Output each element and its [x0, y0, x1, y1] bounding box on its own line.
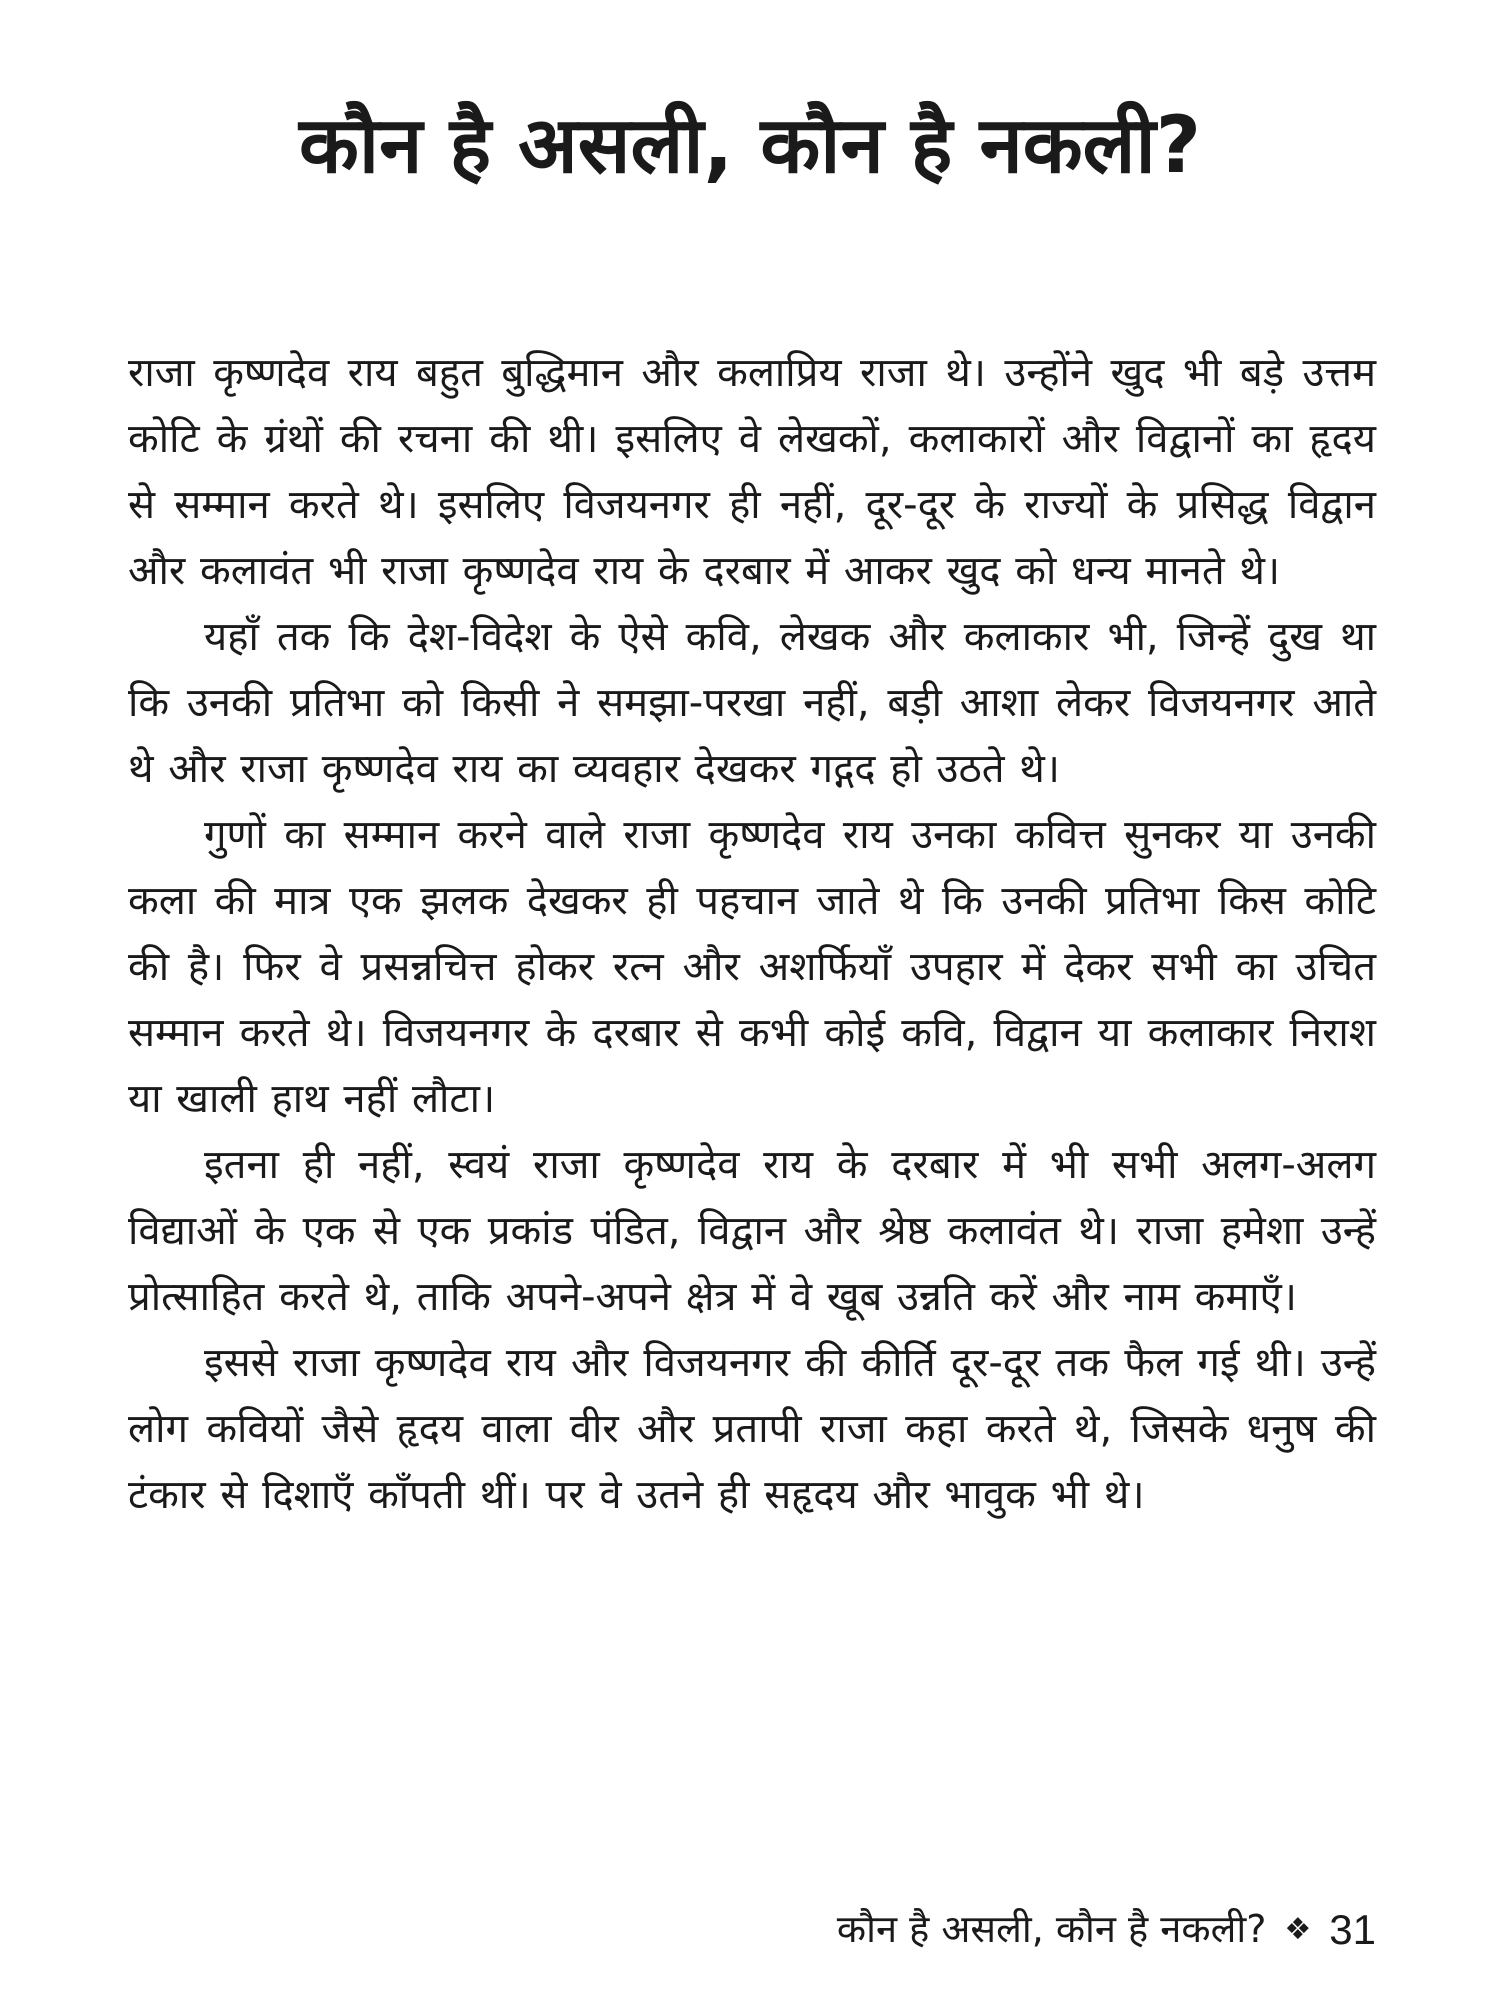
- chapter-title: कौन है असली, कौन है नकली?: [299, 101, 1201, 191]
- paragraph-2: यहाँ तक कि देश-विदेश के ऐसे कवि, लेखक और कलाकार भी, जिन्हें दुख था कि उनकी प्रतिभा को किसी ने समझा-परखा नहीं, बड़ी आशा लेकर विजयनगर आते थे और राजा कृष्णदेव राय का व्यवहार देखकर गद्गद हो उठते थे।: [128, 614, 1376, 792]
- separator-diamond-icon: ❖: [1284, 1912, 1312, 1948]
- paragraph-3: गुणों का सम्मान करने वाले राजा कृष्णदेव राय उनका कवित्त सुनकर या उनकी कला की मात्र एक झलक देखकर ही पहचान जाते थे कि उनकी प्रतिभा किस कोटि की है। फिर वे प्रसन्नचित्त होकर रत्न और अशर्फियाँ उपहार में देकर सभी का उचित सम्मान करते थे। विजयनगर के दरबार से कभी कोई कवि, विद्वान या कलाकार निराश या खाली हाथ नहीं लौटा।: [128, 812, 1376, 1122]
- paragraph-1: राजा कृष्णदेव राय बहुत बुद्धिमान और कलाप्रिय राजा थे। उन्होंने खुद भी बड़े उत्तम कोटि के ग्रंथों की रचना की थी। इसलिए वे लेखकों, कलाकारों और विद्वानों का हृदय से सम्मान करते थे। इसलिए विजयनगर ही नहीं, दूर-दूर के राज्यों के प्रसिद्ध विद्वान और कलावंत भी राजा कृष्णदेव राय के दरबार में आकर खुद को धन्य मानते थे।: [128, 350, 1376, 594]
- page-footer: [837, 1905, 1376, 1955]
- chapter-body: [128, 340, 1376, 1528]
- paragraph-4: इतना ही नहीं, स्वयं राजा कृष्णदेव राय के दरबार में भी सभी अलग-अलग विद्याओं के एक से एक प्रकांड पंडित, विद्वान और श्रेष्ठ कलावंत थे। राजा हमेशा उन्हें प्रोत्साहित करते थे, ताकि अपने-अपने क्षेत्र में वे खूब उन्नति करें और नाम कमाएँ।: [128, 1142, 1376, 1320]
- page-number: 31: [1329, 1906, 1376, 1953]
- paragraph-5: इससे राजा कृष्णदेव राय और विजयनगर की कीर्ति दूर-दूर तक फैल गई थी। उन्हें लोग कवियों जैसे हृदय वाला वीर और प्रतापी राजा कहा करते थे, जिसके धनुष की टंकार से दिशाएँ काँपती थीं। पर वे उतने ही सहृदय और भावुक भी थे।: [128, 1340, 1376, 1518]
- running-title: कौन है असली, कौन है नकली?: [836, 1907, 1267, 1952]
